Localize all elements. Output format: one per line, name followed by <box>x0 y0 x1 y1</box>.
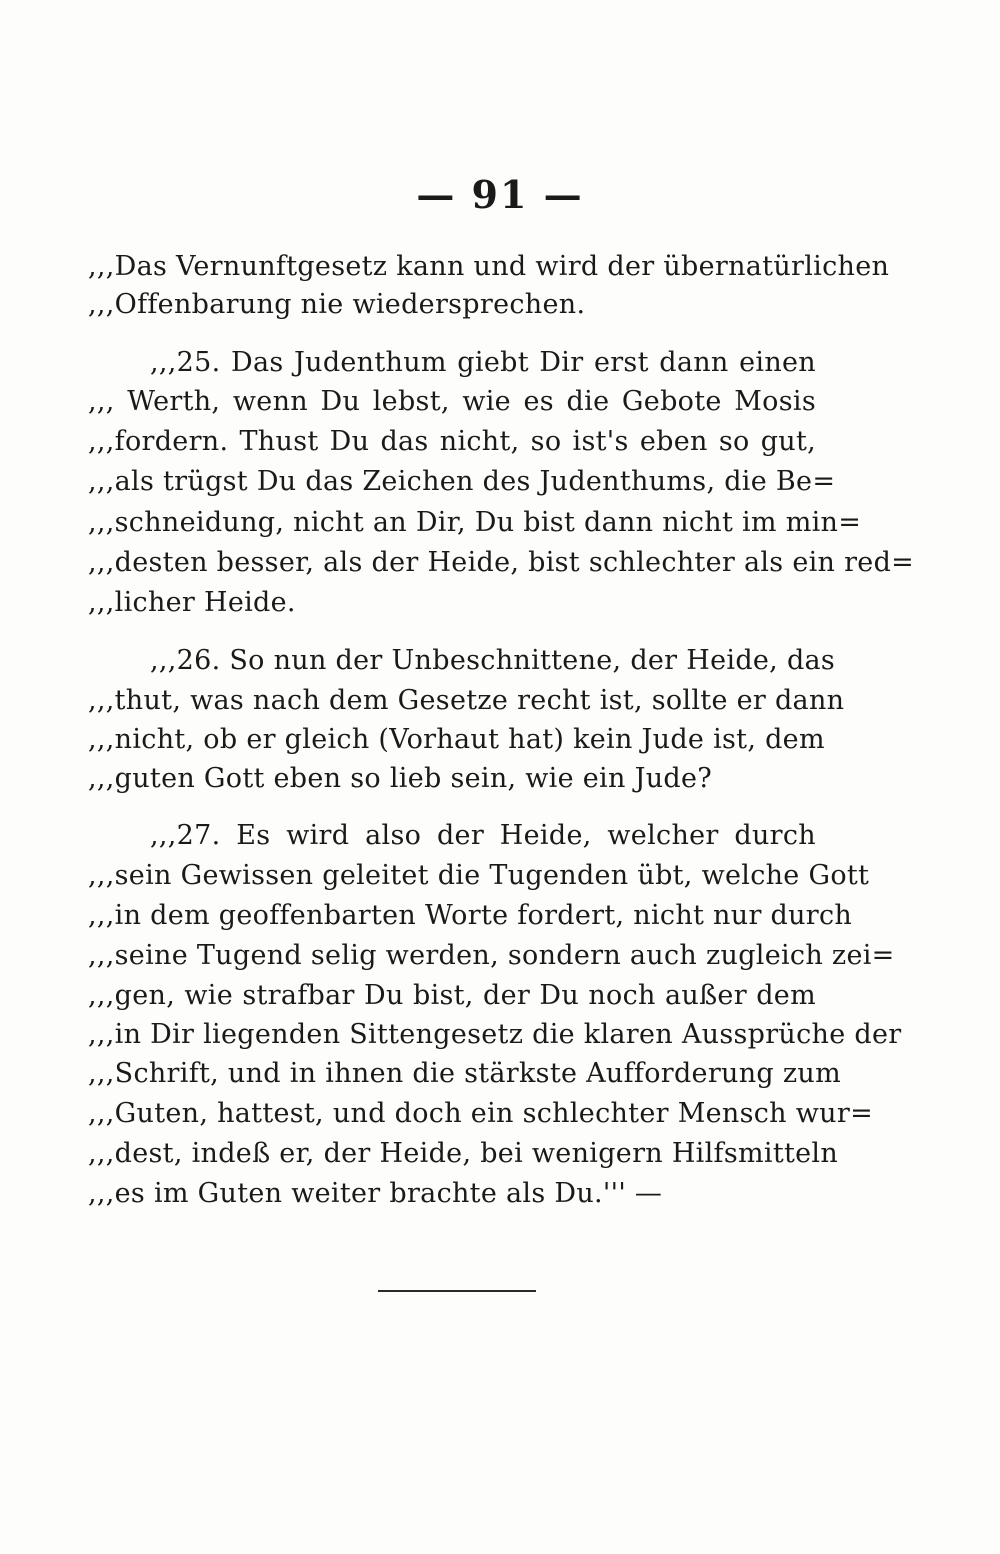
text-line: ,,,dest, indeß er, der Heide, bei wenigern Hilfsmitteln <box>88 1138 839 1169</box>
text-line: ,,,fordern. Thust Du das nicht, so ist's eben so gut, <box>88 426 816 457</box>
text-line: ,,,Offenbarung nie wiedersprechen. <box>88 289 586 320</box>
text-line: ,,,nicht, ob er gleich (Vorhaut hat) kein Jude ist, dem <box>88 724 825 755</box>
text-line: ,,,in dem geoffenbarten Worte fordert, nicht nur durch <box>88 900 853 931</box>
text-line: ,,,in Dir liegenden Sittengesetz die klaren Aussprüche der <box>88 1019 902 1050</box>
text-line: ,,,licher Heide. <box>88 587 296 618</box>
text-line: ,,,Guten, hattest, und doch ein schlechter Mensch wur= <box>88 1098 873 1129</box>
text-line: ,,,als trügst Du das Zeichen des Judenthums, die Be= <box>88 466 836 497</box>
text-line: ,,,Das Vernunftgesetz kann und wird der übernatürlichen <box>88 251 890 282</box>
paragraph-25-start: ,,,25. Das Judenthum giebt Dir erst dann einen <box>150 347 816 378</box>
text-line: ,,,seine Tugend selig werden, sondern auch zugleich zei= <box>88 940 895 971</box>
page-number: — 91 — <box>416 172 584 217</box>
paragraph-27-start: ,,,27. Es wird also der Heide, welcher durch <box>150 820 816 851</box>
text-line: ,,,guten Gott eben so lieb sein, wie ein Jude? <box>88 763 713 794</box>
text-line: ,,,gen, wie strafbar Du bist, der Du noch außer dem <box>88 980 816 1011</box>
text-line: ,,,thut, was nach dem Gesetze recht ist, sollte er dann <box>88 685 845 716</box>
text-line: ,,,schneidung, nicht an Dir, Du bist dann nicht im min= <box>88 507 862 538</box>
text-line: ,,, Werth, wenn Du lebst, wie es die Gebote Mosis <box>88 386 816 417</box>
text-line: ,,,es im Guten weiter brachte als Du.''' — <box>88 1178 663 1209</box>
text-line: ,,,sein Gewissen geleitet die Tugenden übt, welche Gott <box>88 860 870 891</box>
paragraph-26-start: ,,,26. So nun der Unbeschnittene, der Heide, das <box>150 645 836 676</box>
text-line: ,,,Schrift, und in ihnen die stärkste Aufforderung zum <box>88 1058 842 1089</box>
section-divider <box>378 1290 536 1292</box>
text-line: ,,,desten besser, als der Heide, bist schlechter als ein red= <box>88 547 915 578</box>
